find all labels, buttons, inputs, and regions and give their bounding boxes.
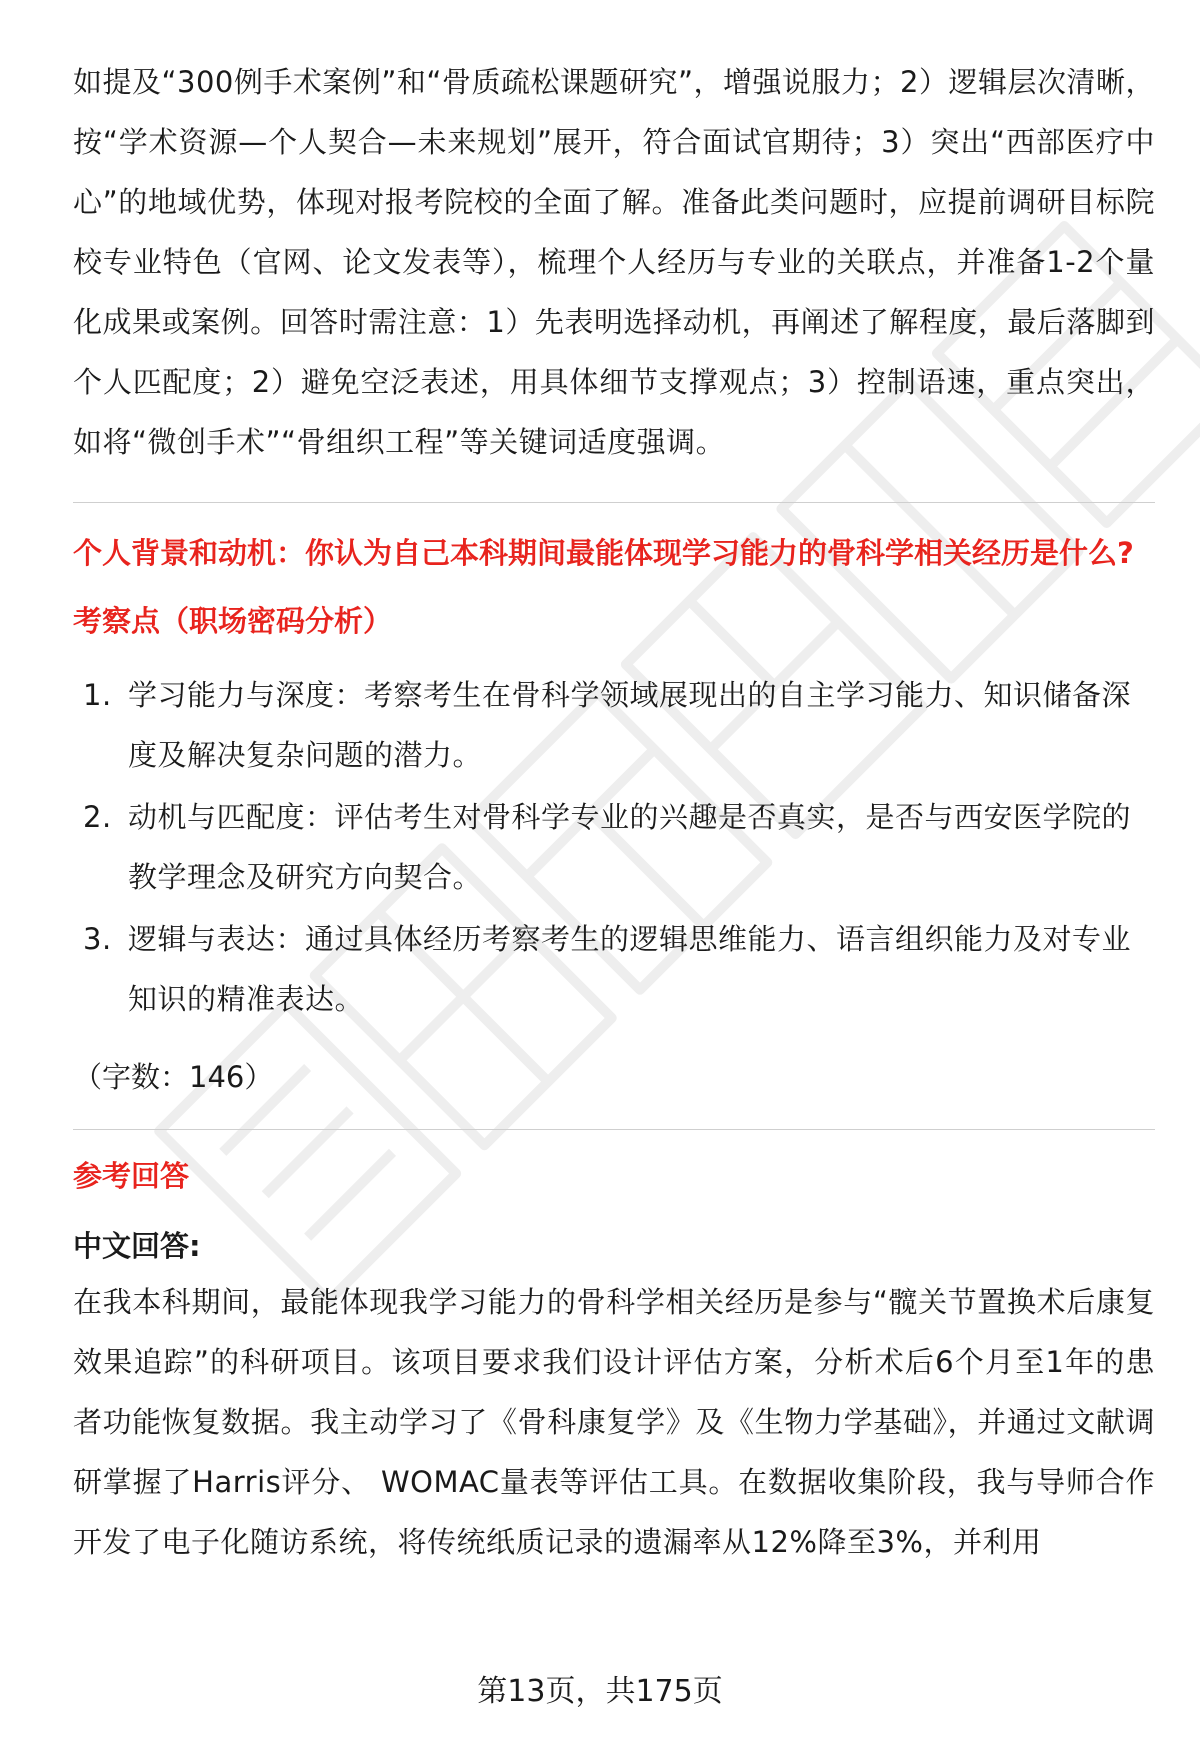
list-item bbox=[73, 665, 1155, 785]
chinese-answer-title: 中文回答: bbox=[73, 1229, 201, 1263]
chinese-answer-text: 在我本科期间，最能体现我学习能力的骨科学相关经历是参与“髋关节置换术后康复效果追踪”的科研项目。该项目要求我们设计评估方案，分析术后6个月至1年的患者功能恢复数据。我主动学习了《骨科康复学》及《生物力学基础》，并通过文献调研掌握了Harris评分、 WOMAC量表等评估工具。在数据收集阶段，我与导师合作开发了电子化随访系统，将传统纸质记录的遗漏率从12%降至3%，并利用 bbox=[73, 1285, 1155, 1559]
word-count: （字数：146） bbox=[73, 1060, 274, 1094]
analysis-points-list bbox=[73, 665, 1155, 1029]
list-item-text: 学习能力与深度：考察考生在骨科学领域展现出的自主学习能力、知识储备深度及解决复杂问题的潜力。 bbox=[128, 678, 1132, 772]
page-number: 第13页，共175页 bbox=[477, 1674, 723, 1709]
analysis-heading: 考察点（职场密码分析） bbox=[73, 604, 393, 638]
section-divider bbox=[73, 502, 1155, 503]
list-item bbox=[73, 909, 1155, 1029]
page-content bbox=[73, 52, 1155, 1572]
list-item-number: 2. bbox=[83, 800, 112, 834]
list-item bbox=[73, 787, 1155, 907]
list-item-number: 1. bbox=[83, 678, 112, 712]
intro-paragraph: 如提及“300例手术案例”和“骨质疏松课题研究”，增强说服力；2）逻辑层次清晰，按“学术资源—个人契合—未来规划”展开，符合面试官期待；3）突出“西部医疗中心”的地域优势，体现对报考院校的全面了解。准备此类问题时，应提前调研目标院校专业特色（官网、论文发表等），梳理个人经历与专业的关联点，并准备1-2个量化成果或案例。回答时需注意：1）先表明选择动机，再阐述了解程度，最后落脚到个人匹配度；2）避免空泛表述，用具体细节支撑观点；3）控制语速，重点突出，如将“微创手术”“骨组织工程”等关键词适度强调。 bbox=[73, 65, 1155, 459]
answer-heading: 参考回答 bbox=[73, 1159, 190, 1193]
list-item-text: 动机与匹配度：评估考生对骨科学专业的兴趣是否真实，是否与西安医学院的教学理念及研究方向契合。 bbox=[128, 800, 1132, 894]
question-heading: 个人背景和动机：你认为自己本科期间最能体现学习能力的骨科学相关经历是什么? bbox=[73, 536, 1134, 570]
list-item-number: 3. bbox=[83, 922, 112, 956]
list-item-text: 逻辑与表达：通过具体经历考察考生的逻辑思维能力、语言组织能力及对专业知识的精准表达。 bbox=[128, 922, 1132, 1016]
section-divider bbox=[73, 1129, 1155, 1130]
